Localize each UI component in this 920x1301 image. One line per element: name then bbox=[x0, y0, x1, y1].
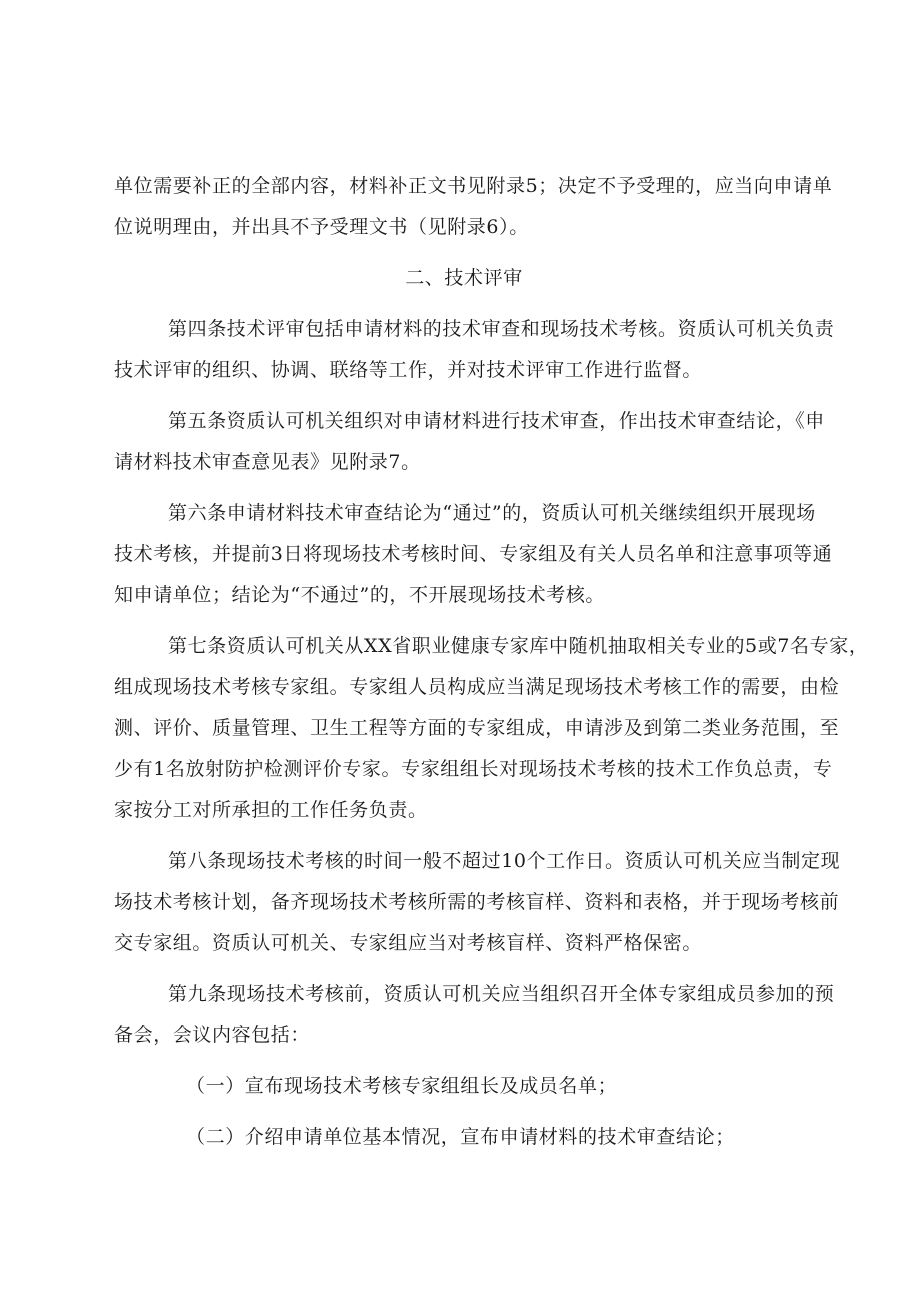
article-5 bbox=[114, 401, 825, 483]
text-line: 家按分工对所承担的工作任务负责。 bbox=[114, 799, 428, 821]
text-line: 第四条技术评审包括申请材料的技术审查和现场技术考核。资质认可机关负责 bbox=[168, 318, 835, 340]
text-line: 少有1名放射防护检测评价专家。专家组组长对现场技术考核的技术工作负总责，专 bbox=[114, 758, 833, 780]
document-body bbox=[114, 166, 869, 1158]
section-title: 二、技术评审 bbox=[405, 267, 523, 289]
text-line: 知申请单位；结论为“不通过”的，不开展现场技术考核。 bbox=[114, 584, 606, 606]
text-line: 单位需要补正的全部内容，材料补正文书见附录5；决定不予受理的，应当向申请单 bbox=[114, 175, 833, 197]
article-8 bbox=[114, 841, 841, 964]
text-line: 测、评价、质量管理、卫生工程等方面的专家组成，申请涉及到第二类业务范围，至 bbox=[114, 717, 840, 739]
paragraph-continuation bbox=[114, 166, 833, 248]
text-line: 场技术考核计划，备齐现场技术考核所需的考核盲样、资料和表格，并于现场考核前 bbox=[114, 891, 840, 913]
article-6 bbox=[114, 493, 833, 616]
text-line: 请材料技术审查意见表》见附录7。 bbox=[114, 451, 421, 473]
list-item bbox=[114, 1066, 814, 1107]
article-7 bbox=[114, 626, 869, 831]
text-line: 技术考核，并提前3日将现场技术考核时间、专家组及有关人员名单和注意事项等通 bbox=[114, 543, 833, 565]
text-line: 第八条现场技术考核的时间一般不超过10个工作日。资质认可机关应当制定现 bbox=[168, 850, 841, 872]
text-line: 第九条现场技术考核前，资质认可机关应当组织召开全体专家组成员参加的预 bbox=[168, 983, 835, 1005]
text-line: 第七条资质认可机关从XX省职业健康专家库中随机抽取相关专业的5或7名专家， bbox=[168, 635, 869, 657]
text-line: 备会，会议内容包括： bbox=[114, 1024, 311, 1046]
text-line: （二）介绍申请单位基本情况，宣布申请材料的技术审查结论； bbox=[186, 1126, 735, 1148]
text-line: 交专家组。资质认可机关、专家组应当对考核盲样、资料严格保密。 bbox=[114, 932, 703, 954]
article-9 bbox=[114, 974, 835, 1056]
text-line: 第六条申请材料技术审查结论为“通过”的，资质认可机关继续组织开展现场 bbox=[168, 502, 816, 524]
article-4 bbox=[114, 309, 835, 391]
text-line: （一）宣布现场技术考核专家组组长及成员名单； bbox=[186, 1075, 618, 1097]
list-item bbox=[114, 1117, 814, 1158]
text-line: 位说明理由，并出具不予受理文书（见附录6）。 bbox=[114, 216, 529, 238]
text-line: 第五条资质认可机关组织对申请材料进行技术审查，作出技术审查结论，《申 bbox=[168, 410, 825, 432]
text-line: 技术评审的组织、协调、联络等工作，并对技术评审工作进行监督。 bbox=[114, 359, 703, 381]
section-heading bbox=[114, 258, 814, 299]
text-line: 组成现场技术考核专家组。专家组人员构成应当满足现场技术考核工作的需要，由检 bbox=[114, 676, 840, 698]
